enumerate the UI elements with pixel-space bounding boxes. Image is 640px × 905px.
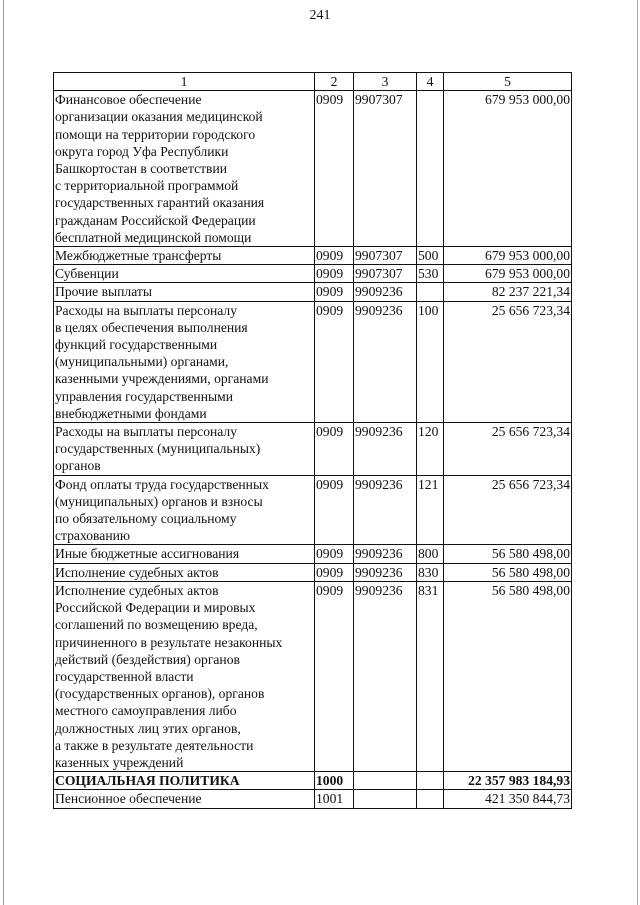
- row-expense: 120: [417, 423, 444, 476]
- row-target: [354, 790, 417, 808]
- col-header-name: 1: [54, 73, 315, 91]
- row-expense: 121: [417, 475, 444, 545]
- row-name: Исполнение судебных актов: [54, 563, 315, 581]
- table-row: [54, 475, 572, 545]
- row-target: 9907307: [354, 91, 417, 247]
- row-section: 0909: [315, 423, 354, 476]
- row-expense: 530: [417, 265, 444, 283]
- table-row: [54, 563, 572, 581]
- table-row: [54, 247, 572, 265]
- row-section: 0909: [315, 545, 354, 563]
- row-name: Иные бюджетные ассигнования: [54, 545, 315, 563]
- row-target: 9909236: [354, 283, 417, 301]
- col-header-expense: 4: [417, 73, 444, 91]
- row-amount: 56 580 498,00: [444, 545, 572, 563]
- row-amount: 679 953 000,00: [444, 265, 572, 283]
- table-row: [54, 790, 572, 808]
- row-expense: 831: [417, 581, 444, 771]
- row-name: Межбюджетные трансферты: [54, 247, 315, 265]
- row-section: 0909: [315, 581, 354, 771]
- row-expense: 800: [417, 545, 444, 563]
- row-target: 9907307: [354, 247, 417, 265]
- row-amount: 421 350 844,73: [444, 790, 572, 808]
- row-section: 0909: [315, 247, 354, 265]
- row-amount: 22 357 983 184,93: [444, 772, 572, 790]
- row-amount: 679 953 000,00: [444, 91, 572, 247]
- row-name: Исполнение судебных актов Российской Федерации и мировых соглашений по возмещению вреда, причиненного в результате незаконных действий (бездействия) органов государственной власти (государственных органов), органов местного самоуправления либо должностных лиц этих органов, а также в результате деятельности казенных учреждений: [54, 581, 315, 771]
- row-name: Прочие выплаты: [54, 283, 315, 301]
- header-row: [54, 73, 572, 91]
- row-section: 0909: [315, 563, 354, 581]
- row-target: 9909236: [354, 581, 417, 771]
- scan-edge-left: [3, 0, 4, 905]
- row-name: Расходы на выплаты персоналу в целях обеспечения выполнения функций государственными (муниципальными) органами, казенными учреждениями, органами управления государственными внебюджетными фондами: [54, 301, 315, 422]
- row-expense: 500: [417, 247, 444, 265]
- row-section: 1000: [315, 772, 354, 790]
- budget-table: [53, 72, 572, 809]
- table-row: [54, 545, 572, 563]
- col-header-amount: 5: [444, 73, 572, 91]
- row-amount: 56 580 498,00: [444, 563, 572, 581]
- table-row: [54, 283, 572, 301]
- row-expense: [417, 283, 444, 301]
- row-expense: 830: [417, 563, 444, 581]
- row-target: 9907307: [354, 265, 417, 283]
- row-section: 0909: [315, 301, 354, 422]
- col-header-section: 2: [315, 73, 354, 91]
- page-number: 241: [309, 8, 331, 23]
- row-expense: [417, 772, 444, 790]
- row-amount: 25 656 723,34: [444, 475, 572, 545]
- row-target: 9909236: [354, 423, 417, 476]
- col-header-target: 3: [354, 73, 417, 91]
- row-amount: 56 580 498,00: [444, 581, 572, 771]
- scan-edge-right: [637, 0, 638, 905]
- row-target: 9909236: [354, 545, 417, 563]
- row-amount: 25 656 723,34: [444, 423, 572, 476]
- row-name: Расходы на выплаты персоналу государственных (муниципальных) органов: [54, 423, 315, 476]
- row-amount: 82 237 221,34: [444, 283, 572, 301]
- row-expense: [417, 790, 444, 808]
- row-target: 9909236: [354, 475, 417, 545]
- table-row: [54, 423, 572, 476]
- table-row: [54, 91, 572, 247]
- row-section: 0909: [315, 265, 354, 283]
- row-expense: [417, 91, 444, 247]
- row-name: Субвенции: [54, 265, 315, 283]
- row-target: [354, 772, 417, 790]
- table-row: [54, 301, 572, 422]
- row-section: 0909: [315, 475, 354, 545]
- row-name: Фонд оплаты труда государственных (муниципальных) органов и взносы по обязательному социальному страхованию: [54, 475, 315, 545]
- row-section: 0909: [315, 91, 354, 247]
- row-name: Пенсионное обеспечение: [54, 790, 315, 808]
- row-target: 9909236: [354, 563, 417, 581]
- row-name: Финансовое обеспечение организации оказания медицинской помощи на территории городского округа город Уфа Республики Башкортостан в соответствии с территориальной программой государственных гарантий оказания гражданам Российской Федерации бесплатной медицинской помощи: [54, 91, 315, 247]
- table-row: [54, 265, 572, 283]
- row-section: 0909: [315, 283, 354, 301]
- row-amount: 679 953 000,00: [444, 247, 572, 265]
- table-row-section-total: [54, 772, 572, 790]
- row-expense: 100: [417, 301, 444, 422]
- row-name: СОЦИАЛЬНАЯ ПОЛИТИКА: [54, 772, 315, 790]
- row-section: 1001: [315, 790, 354, 808]
- row-target: 9909236: [354, 301, 417, 422]
- row-amount: 25 656 723,34: [444, 301, 572, 422]
- table-row: [54, 581, 572, 771]
